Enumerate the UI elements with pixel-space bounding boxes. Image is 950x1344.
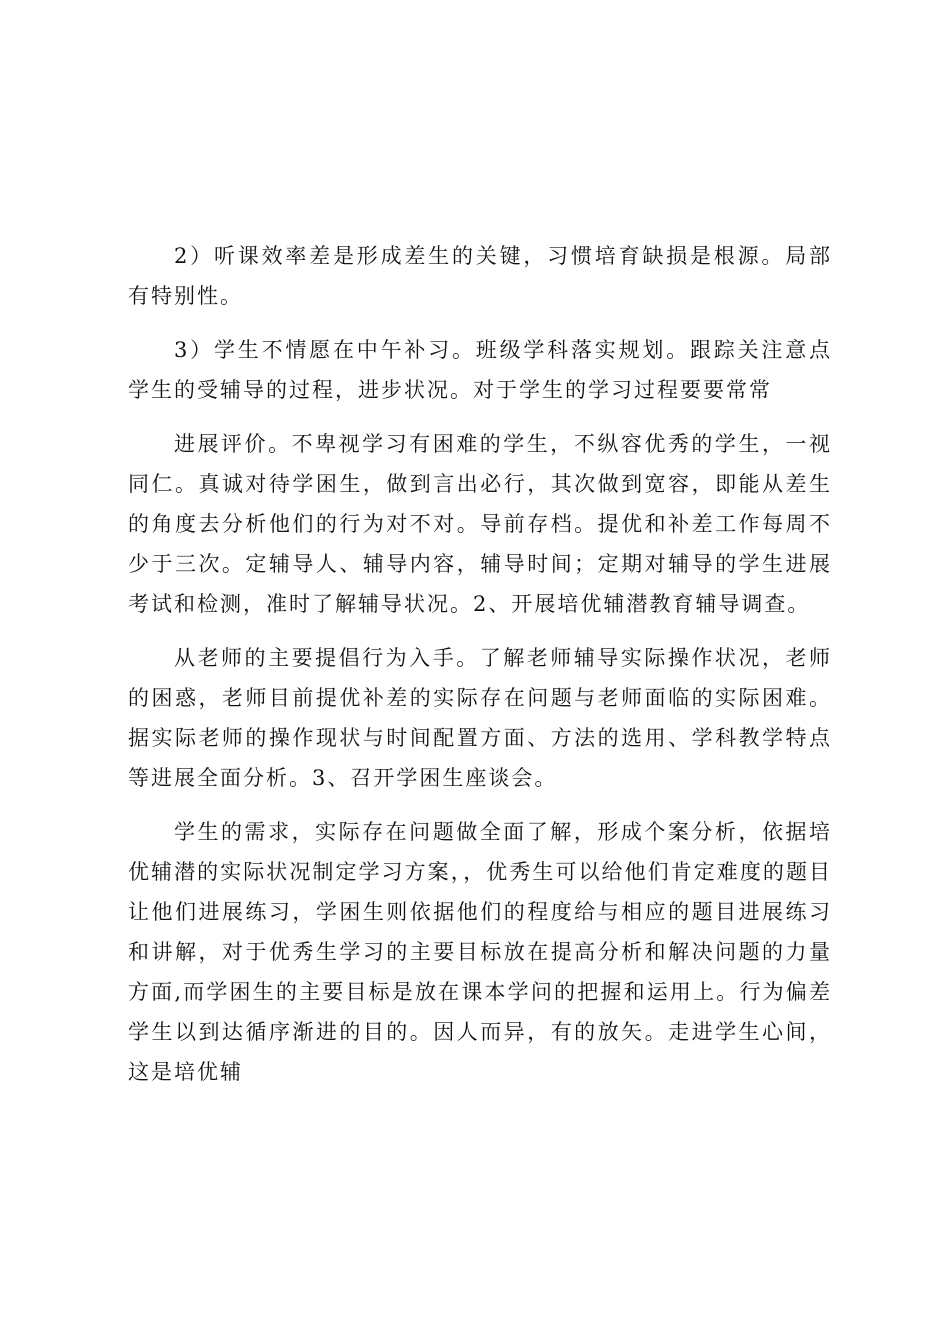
paragraph-3: 进展评价。不卑视学习有困难的学生，不纵容优秀的学生，一视同仁。真诚对待学困生，做到言出必行，其次做到宽容，即能从差生的角度去分析他们的行为对不对。导前存档。提优和补差工作每周不少于三次。定辅导人、辅导内容，辅导时间；定期对辅导的学生进展考试和检测，准时了解辅导状况。2、开展培优辅潜教育辅导调查。 [128,432,832,616]
paragraph-4: 从老师的主要提倡行为入手。了解老师辅导实际操作状况，老师的困惑，老师目前提优补差的实际存在问题与老师面临的实际困难。据实际老师的操作现状与时间配置方面、方法的选用、学科教学特点等进展全面分析。3、召开学困生座谈会。 [128,646,832,790]
paragraph-5: 学生的需求，实际存在问题做全面了解，形成个案分析，依据培优辅潜的实际状况制定学习方案，，优秀生可以给他们肯定难度的题目让他们进展练习，学困生则依据他们的程度给与相应的题目进展练习和讲解，对于优秀生学习的主要目标放在提高分析和解决问题的力量方面,而学困生的主要目标是放在课本学问的把握和运用上。行为偏差学生以到达循序渐进的目的。因人而异，有的放矢。走进学生心间，这是培优辅 [128,820,832,1084]
paragraph-1: 2）听课效率差是形成差生的关键，习惯培育缺损是根源。局部有特别性。 [128,244,832,308]
document-body [128,236,832,1106]
paragraph-2: 3）学生不情愿在中午补习。班级学科落实规划。跟踪关注意点学生的受辅导的过程，进步状况。对于学生的学习过程要要常常 [128,338,832,402]
